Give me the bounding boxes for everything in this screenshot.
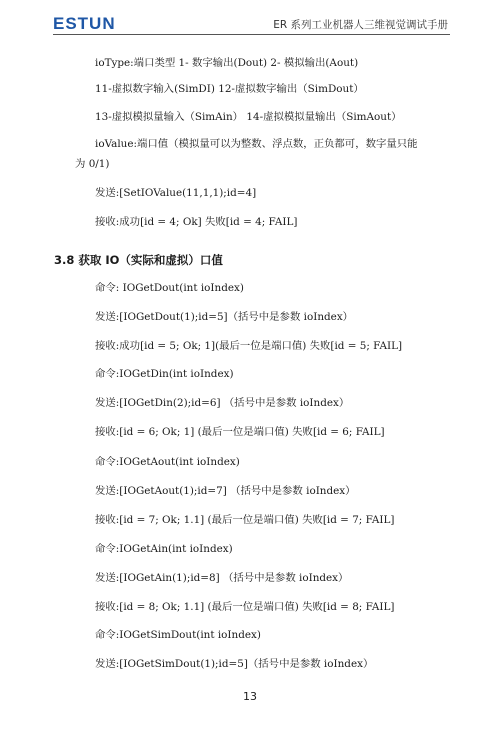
header-divider — [53, 34, 450, 35]
estun-logo: ESTUN — [53, 14, 116, 33]
command-line: 命令:IOGetAout(int ioIndex) — [95, 456, 240, 468]
command-line: 接收:[id = 7; Ok; 1.1] (最后一位是端口值) 失败[id = 7; FAIL] — [95, 514, 395, 526]
text-line: 11-虚拟数字输入(SimDI) 12-虚拟数字输出（SimDout） — [95, 83, 364, 95]
page-number: 13 — [243, 690, 257, 703]
command-line: 命令: IOGetDout(int ioIndex) — [95, 282, 244, 294]
command-line: 发送:[IOGetAout(1);id=7] （括号中是参数 ioIndex） — [95, 485, 356, 497]
text-line: 为 0/1) — [75, 158, 110, 170]
header-title: ER 系列工业机器人三维视觉调试手册 — [273, 19, 448, 31]
text-line: 接收:成功[id = 4; Ok] 失败[id = 4; FAIL] — [95, 216, 298, 228]
text-line: 发送:[SetIOValue(11,1,1);id=4] — [95, 187, 257, 199]
command-line: 接收:成功[id = 5; Ok; 1](最后一位是端口值) 失败[id = 5; FAIL] — [95, 340, 403, 352]
command-line: 命令:IOGetDin(int ioIndex) — [95, 368, 234, 380]
command-line: 命令:IOGetSimDout(int ioIndex) — [95, 629, 261, 641]
command-line: 发送:[IOGetSimDout(1);id=5]（括号中是参数 ioIndex） — [95, 658, 374, 670]
command-line: 接收:[id = 6; Ok; 1] (最后一位是端口值) 失败[id = 6; FAIL] — [95, 426, 385, 438]
text-line: 13-虚拟模拟量输入（SimAin） 14-虚拟模拟量输出（SimAout） — [95, 111, 402, 123]
page-header — [0, 0, 500, 40]
text-line: ioValue:端口值（模拟量可以为整数、浮点数，正负都可，数字量只能 — [95, 138, 418, 150]
command-line: 命令:IOGetAin(int ioIndex) — [95, 543, 233, 555]
section-heading: 3.8 获取 IO（实际和虚拟）口值 — [54, 253, 223, 267]
command-line: 发送:[IOGetAin(1);id=8] （括号中是参数 ioIndex） — [95, 572, 349, 584]
command-line: 接收:[id = 8; Ok; 1.1] (最后一位是端口值) 失败[id = 8; FAIL] — [95, 601, 395, 613]
command-line: 发送:[IOGetDout(1);id=5]（括号中是参数 ioIndex） — [95, 311, 354, 323]
text-line: ioType:端口类型 1- 数字输出(Dout) 2- 模拟输出(Aout) — [95, 57, 359, 69]
command-line: 发送:[IOGetDin(2);id=6] （括号中是参数 ioIndex） — [95, 397, 350, 409]
